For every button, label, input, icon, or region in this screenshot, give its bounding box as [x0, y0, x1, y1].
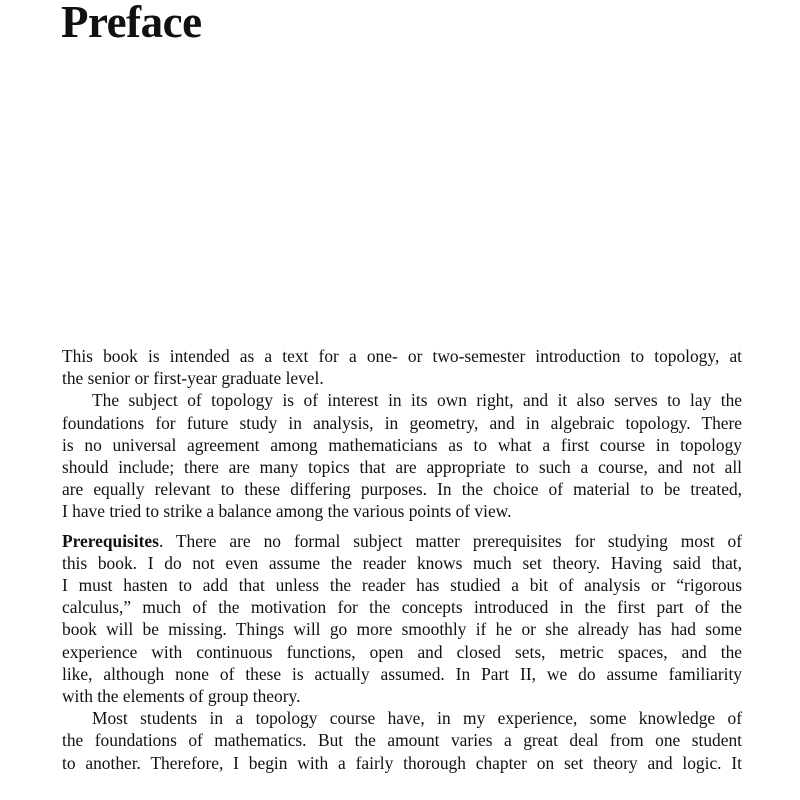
text-line-rest: . There are no formal subject matter prerequisites for studying most of — [158, 530, 742, 551]
text-line: are equally relevant to these differing purposes. In the choice of material to be treated, — [62, 479, 742, 500]
text-line: The subject of topology is of interest in its own right, and it also serves to lay the — [92, 390, 742, 411]
text-line: I have tried to strike a balance among the various points of view. — [62, 501, 512, 522]
text-line: is no universal agreement among mathematicians as to what a first course in topology — [62, 434, 742, 455]
text-line: foundations for future study in analysis, in geometry, and in algebraic topology. There — [62, 412, 742, 433]
paragraph-intro — [62, 345, 742, 389]
paragraph-prerequisites — [62, 530, 742, 708]
text-line — [62, 530, 742, 552]
text-line: the senior or first-year graduate level. — [62, 368, 324, 389]
text-line: this book. I do not even assume the reader knows much set theory. Having said that, — [62, 552, 742, 573]
text-line: I must hasten to add that unless the reader has studied a bit of analysis or “rigorous — [62, 575, 742, 596]
section-runin-heading: Prerequisites — [62, 530, 159, 551]
text-line: experience with continuous functions, open and closed sets, metric spaces, and the — [62, 641, 742, 662]
text-line: book will be missing. Things will go more smoothly if he or she already has had some — [62, 619, 742, 640]
chapter-title: Preface — [61, 0, 202, 47]
paragraph-subject — [62, 389, 742, 522]
text-line: This book is intended as a text for a one- or two-semester introduction to topology, at — [62, 346, 742, 366]
text-line: to another. Therefore, I begin with a fairly thorough chapter on set theory and logic. It — [62, 752, 742, 773]
text-line: with the elements of group theory. — [62, 686, 301, 707]
paragraph-foundations — [62, 707, 742, 774]
text-line: Most students in a topology course have, in my experience, some knowledge of — [92, 708, 742, 729]
text-line: the foundations of mathematics. But the amount varies a great deal from one student — [62, 730, 742, 751]
text-line: like, although none of these is actually assumed. In Part II, we do assume familiarity — [62, 663, 742, 684]
preface-body — [62, 345, 742, 774]
text-line: should include; there are many topics that are appropriate to such a course, and not all — [62, 457, 742, 478]
text-line: calculus,” much of the motivation for the concepts introduced in the first part of the — [62, 597, 742, 618]
